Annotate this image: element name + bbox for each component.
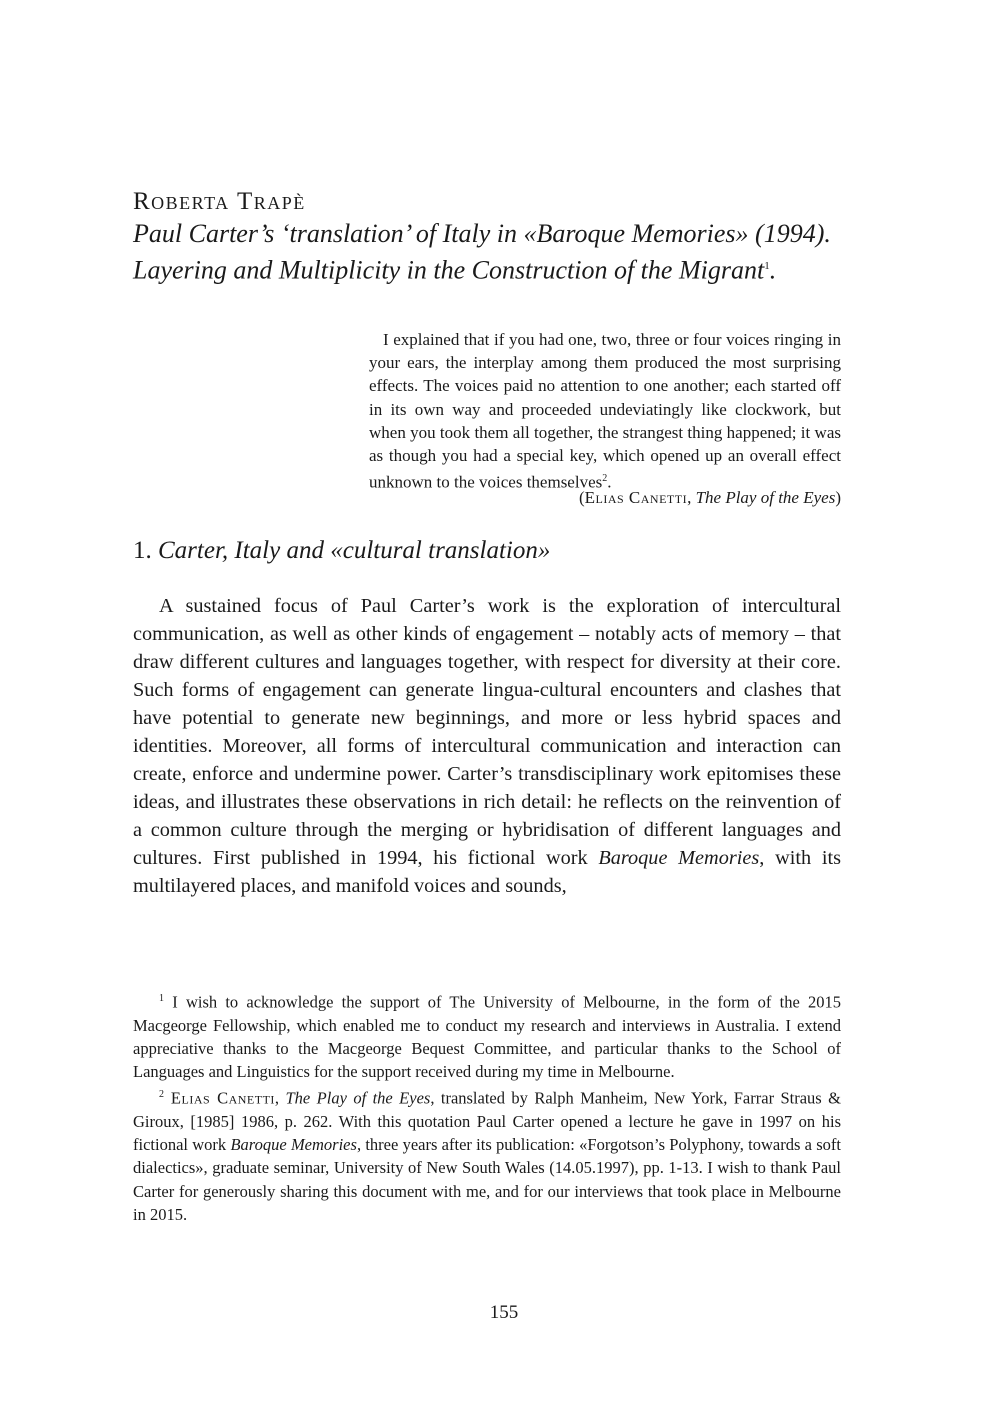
epigraph-end: . xyxy=(607,472,612,492)
body-paragraph xyxy=(133,592,841,900)
section-heading xyxy=(133,536,550,566)
footnote-2-text-1: , translated by Ralph Manheim, New York, Farrar Straus & Giroux, [1985] 1986, p. 262. With this quotation Paul Carter opened a lecture he gave in 1997 on his fictional work xyxy=(133,1088,841,1155)
footnote-2-author: Elias Canetti xyxy=(164,1088,275,1108)
attribution-author: Elias Canetti xyxy=(584,488,688,507)
section-title: Carter, Italy and «cultural translation» xyxy=(158,537,551,564)
attribution-open: ( xyxy=(578,488,585,507)
footnote-1 xyxy=(133,987,841,1083)
footnote-2 xyxy=(133,1083,841,1226)
footnote-1-text: I wish to acknowledge the support of The University of Melbourne, in the form of the 2015 Macgeorge Fellowship, which enabled me to conduct my research and interviews in Australia. I extend appreciative thanks to the Macgeorge Bequest Committee, and particular thanks to the School of Languages and Linguistics for the support received during my time in Melbourne. xyxy=(133,992,841,1082)
attribution-close: ) xyxy=(835,488,841,507)
title-footnote-ref[interactable]: 1 xyxy=(764,260,770,272)
footnote-2-text-2: , three years after its publication: «Forgotson’s Polyphony, towards a soft dialectics», graduate seminar, University of New South Wales (14.05.1997), pp. 1-13. I wish to thank Paul Carter for generously sharing this document with me, and for our interviews that took place in Melbourne in 2015. xyxy=(133,1135,842,1224)
body-italic-title: Baroque Memories xyxy=(598,847,760,869)
footnote-2-work-2: Baroque Memories xyxy=(230,1135,357,1155)
attribution-work: The Play of the Eyes xyxy=(695,488,836,507)
epigraph-footnote-ref[interactable]: 2 xyxy=(602,473,608,485)
footnote-2-number: 2 xyxy=(159,1089,164,1101)
title-line-1: Paul Carter’s ‘translation’ of Italy in «Baroque Memories» (1994). xyxy=(133,219,831,248)
body-paragraph-end: , with its multilayered places, and manifold voices and sounds, xyxy=(133,847,841,897)
footnote-2-separator: , xyxy=(274,1088,286,1108)
body-paragraph-text: A sustained focus of Paul Carter’s work is the exploration of intercultural communication, as well as other kinds of engagement – notably acts of memory – that draw different cultures and languages together, with respect for diversity at their core. Such forms of engagement can generate lingua-cultural encounters and clashes that have potential to generate new beginnings, and more or less hybrid spaces and identities. Moreover, all forms of intercultural communication and interaction can create, enforce and undermine power. Carter’s transdisciplinary work epitomises these ideas, and illustrates these observations in rich detail: he reflects on the reinvention of a common culture through the merging or hybridisation of different languages and cultures. First published in 1994, his fictional work xyxy=(133,595,841,869)
epigraph-text: I explained that if you had one, two, three or four voices ringing in your ears, the interplay among them produced the most surprising effects. The voices paid no attention to one another; each started off in its own way and proceeded undeviatingly like clockwork, but when you took them all together, the strangest thing happened; it was as though you had a special key, which opened up an overall effect unknown to the voices themselves xyxy=(369,330,841,492)
page-number: 155 xyxy=(489,1302,519,1323)
epigraph-attribution xyxy=(579,486,841,509)
title-line-2: Layering and Multiplicity in the Construction of the Migrant xyxy=(133,255,765,285)
footnote-2-work: The Play of the Eyes xyxy=(285,1088,431,1108)
footnote-1-number: 1 xyxy=(159,993,164,1004)
footnotes xyxy=(133,987,841,1226)
author-name: Roberta Trapè xyxy=(133,188,306,215)
section-number: 1. xyxy=(133,537,158,564)
attribution-separator: , xyxy=(687,488,696,507)
article-title xyxy=(133,217,853,287)
title-end: . xyxy=(769,255,777,285)
epigraph-quote xyxy=(369,328,841,494)
